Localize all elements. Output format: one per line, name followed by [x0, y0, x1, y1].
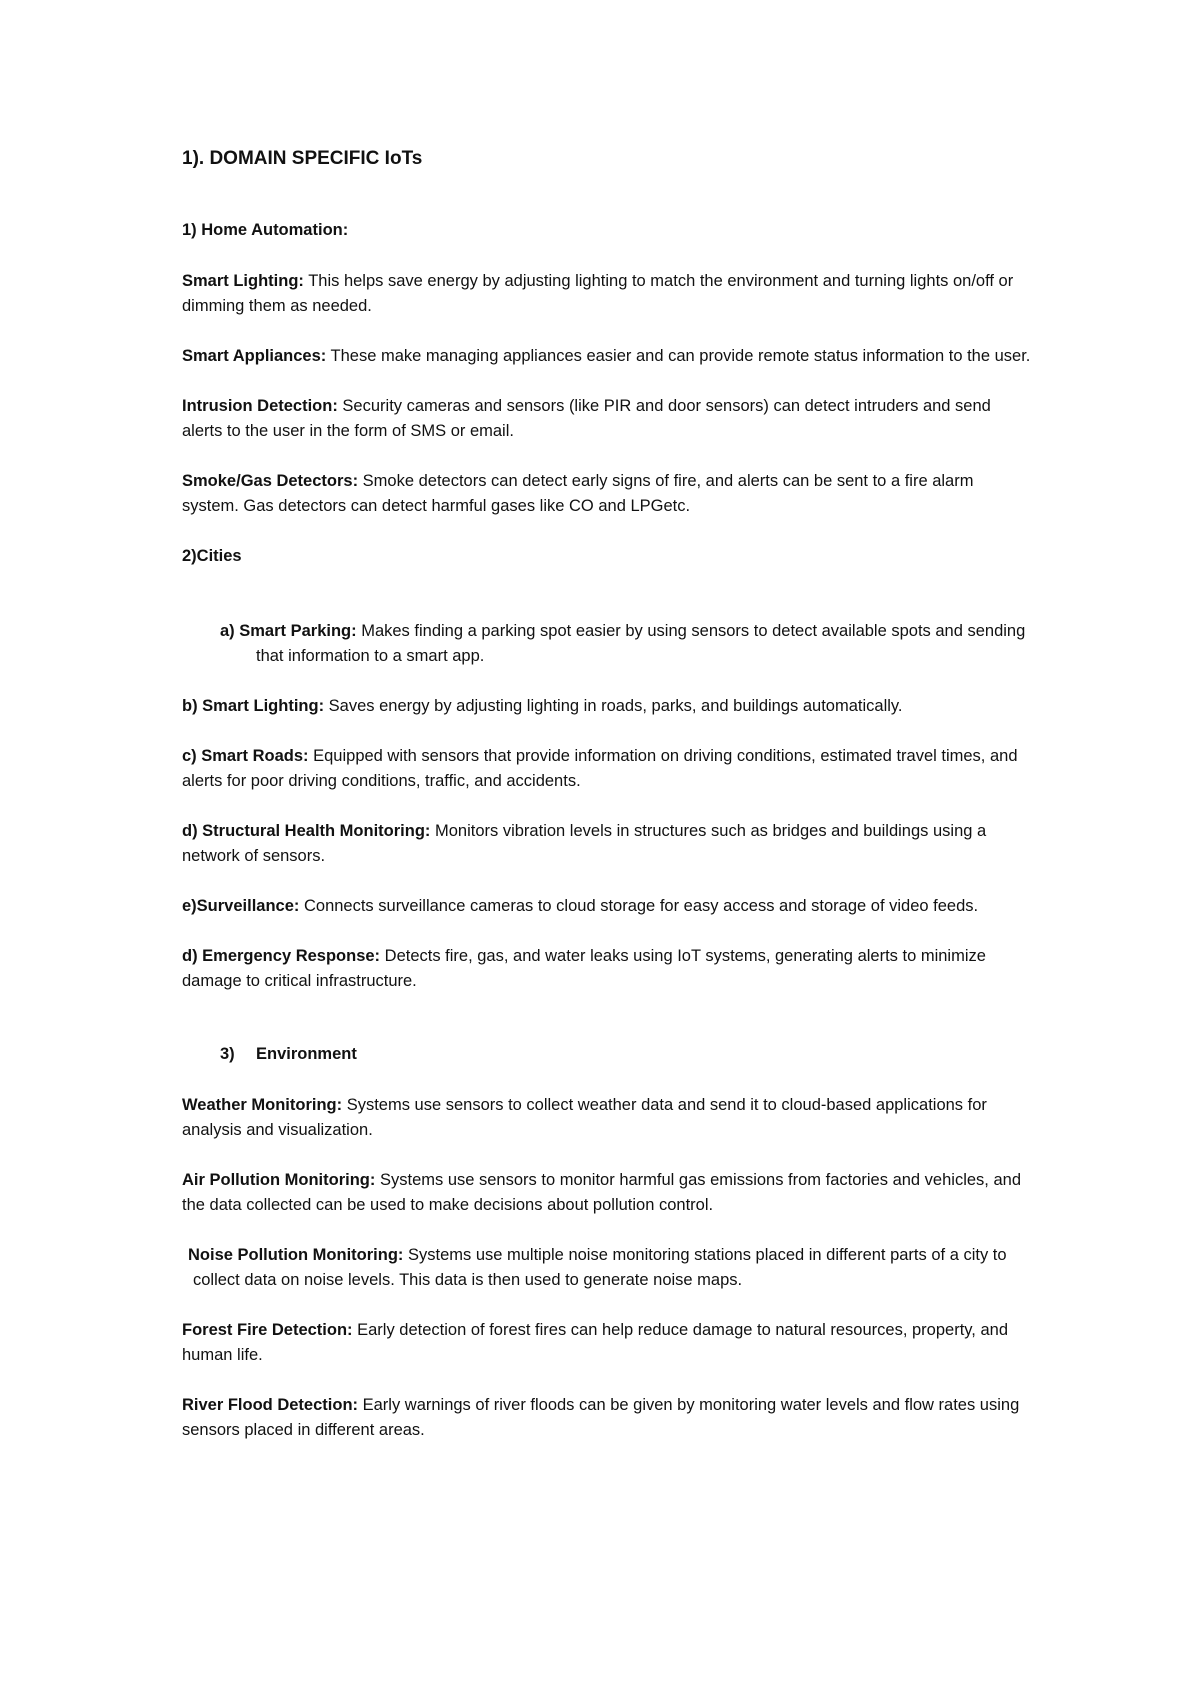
paragraph-weather-monitoring [182, 1093, 1032, 1143]
paragraph-noise-pollution-monitoring [182, 1243, 1032, 1293]
paragraph-text: Systems use sensors to collect weather data and send it to cloud-based applications for analysis and visualization. [182, 1096, 987, 1139]
paragraph-smart-appliances [182, 344, 1032, 369]
paragraph-text: Saves energy by adjusting lighting in roads, parks, and buildings automatically. [324, 697, 903, 715]
paragraph-label: Noise Pollution Monitoring: [188, 1246, 404, 1264]
paragraph-label: d) Emergency Response: [182, 947, 381, 965]
section-heading-environment [220, 1042, 1032, 1067]
section-heading-home-automation: 1) Home Automation: [182, 221, 349, 239]
paragraph-smart-parking [220, 619, 1032, 669]
document-body [182, 146, 1032, 1468]
paragraph-label: Smart Lighting: [182, 272, 304, 290]
paragraph-text: Smoke detectors can detect early signs of fire, and alerts can be sent to a fire alarm system. Gas detectors can detect harmful gases like CO and LPGetc. [182, 472, 974, 515]
paragraph-intrusion-detection [182, 394, 1032, 444]
paragraph-label: c) Smart Roads: [182, 747, 309, 765]
section-title: Environment [256, 1045, 357, 1063]
paragraph-smart-lighting [182, 269, 1032, 319]
paragraph-label: b) Smart Lighting: [182, 697, 325, 715]
paragraph-text: Equipped with sensors that provide information on driving conditions, estimated travel times, and alerts for poor driving conditions, traffic, and accidents. [182, 747, 1018, 790]
paragraph-emergency-response [182, 944, 1032, 994]
paragraph-text: This helps save energy by adjusting lighting to match the environment and turning lights on/off or dimming them as needed. [182, 272, 1014, 315]
paragraph-text: Systems use multiple noise monitoring stations placed in different parts of a city to collect data on noise levels. This data is then used to generate noise maps. [193, 1246, 1007, 1289]
paragraph-text: Monitors vibration levels in structures such as bridges and buildings using a network of sensors. [182, 822, 987, 865]
paragraph-label: Smoke/Gas Detectors: [182, 472, 359, 490]
paragraph-text: Security cameras and sensors (like PIR and door sensors) can detect intruders and send alerts to the user in the form of SMS or email. [182, 397, 991, 440]
paragraph-forest-fire-detection [182, 1318, 1032, 1368]
paragraph-text: Early warnings of river floods can be given by monitoring water levels and flow rates using sensors placed in different areas. [182, 1396, 1020, 1439]
paragraph-label: Smart Appliances: [182, 347, 327, 365]
paragraph-smart-roads [182, 744, 1032, 794]
paragraph-label: a) Smart Parking: [220, 622, 357, 640]
paragraph-text: Connects surveillance cameras to cloud storage for easy access and storage of video feeds. [299, 897, 979, 915]
paragraph-text: Early detection of forest fires can help reduce damage to natural resources, property, and human life. [182, 1321, 1009, 1364]
paragraph-text: Systems use sensors to monitor harmful gas emissions from factories and vehicles, and the data collected can be used to make decisions about pollution control. [182, 1171, 1021, 1214]
paragraph-structural-health-monitoring [182, 819, 1032, 869]
paragraph-river-flood-detection [182, 1393, 1032, 1443]
paragraph-label: d) Structural Health Monitoring: [182, 822, 431, 840]
section-number: 3) [220, 1045, 235, 1063]
paragraph-label: Air Pollution Monitoring: [182, 1171, 376, 1189]
paragraph-text: Detects fire, gas, and water leaks using IoT systems, generating alerts to minimize damage to critical infrastructure. [182, 947, 986, 990]
paragraph-label: Forest Fire Detection: [182, 1321, 353, 1339]
paragraph-label: Weather Monitoring: [182, 1096, 343, 1114]
paragraph-smoke-gas-detectors [182, 469, 1032, 519]
paragraph-city-smart-lighting [182, 694, 1032, 719]
paragraph-air-pollution-monitoring [182, 1168, 1032, 1218]
paragraph-label: River Flood Detection: [182, 1396, 359, 1414]
paragraph-text: Makes finding a parking spot easier by using sensors to detect available spots and sending that information to a smart app. [256, 622, 1026, 665]
paragraph-label: e)Surveillance: [182, 897, 300, 915]
section-heading-cities: 2)Cities [182, 547, 242, 565]
paragraph-surveillance [182, 894, 1032, 919]
paragraph-label: Intrusion Detection: [182, 397, 338, 415]
document-title: 1). DOMAIN SPECIFIC IoTs [182, 148, 423, 169]
paragraph-text: These make managing appliances easier and can provide remote status information to the user. [326, 347, 1031, 365]
